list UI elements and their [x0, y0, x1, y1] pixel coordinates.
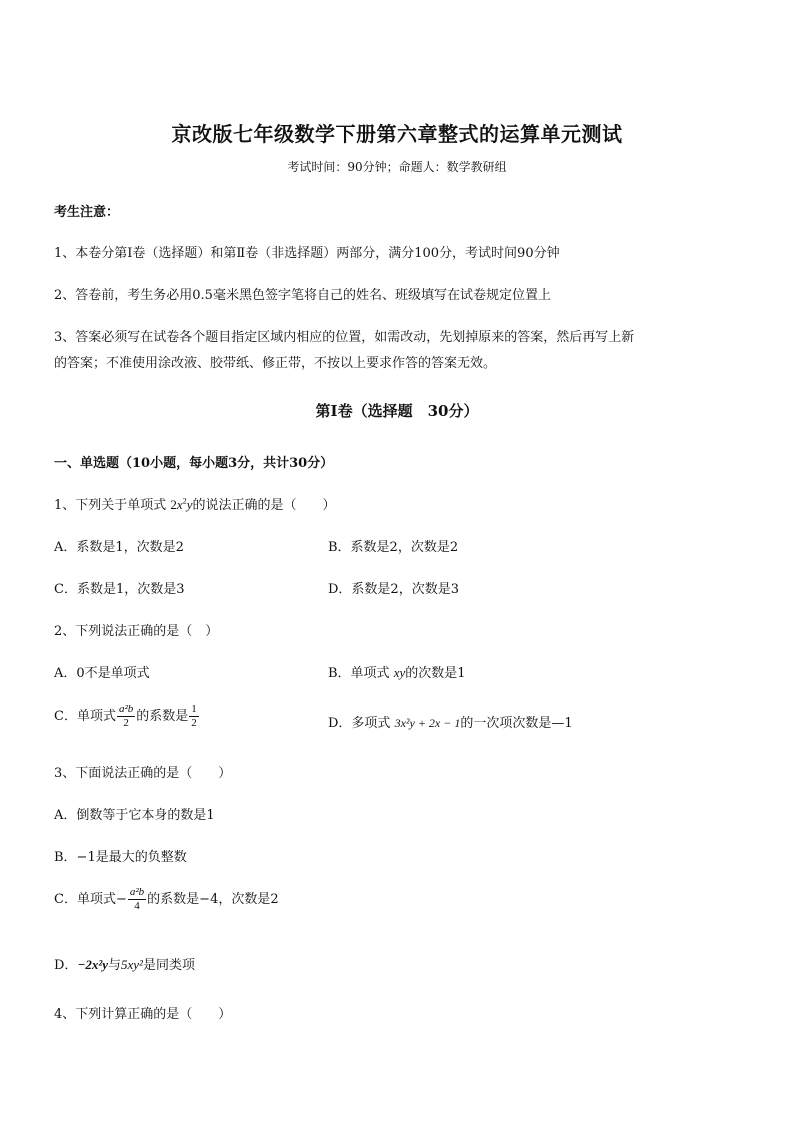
q3-option-c-post: 的系数是−4，次数是2 [147, 892, 279, 907]
q3-c-frac-num: a²b [129, 886, 145, 898]
q3-option-c-sign: − [115, 892, 127, 907]
q1-option-b: B．系数是2，次数是2 [328, 540, 459, 555]
q1-option-c: C．系数是1，次数是3 [54, 582, 185, 597]
q2-option-c-fraction [117, 704, 135, 729]
question-3-stem: 3、下面说法正确的是（ ） [54, 766, 232, 781]
q3-option-c-pre: C．单项式 [54, 892, 116, 907]
q1-stem-post: 的说法正确的是（ ） [192, 498, 336, 513]
q1-stem-pre: 1、下列关于单项式 [54, 498, 167, 513]
q1-expression [170, 497, 192, 512]
q3-option-d-mid: 与 [107, 958, 121, 973]
q2-option-b [328, 662, 466, 681]
page-title: 京改版七年级数学下册第六章整式的运算单元测试 [171, 122, 623, 146]
q3-option-c-fraction [128, 887, 146, 912]
q1-expr-var1: x [176, 497, 183, 512]
q1-option-d: D．系数是2，次数是3 [328, 582, 459, 597]
q1-expr-coef: 2 [170, 497, 177, 512]
q2-option-b-pre: B．单项式 [328, 666, 390, 681]
question-2-stem: 2、下列说法正确的是（ ） [54, 624, 219, 639]
notice-item-1: 1、本卷分第Ⅰ卷（选择题）和第Ⅱ卷（非选择题）两部分，满分100分，考试时间90分钟 [54, 246, 560, 261]
q3-option-d-post: 是同类项 [142, 958, 195, 973]
q1-option-a: A．系数是1，次数是2 [54, 540, 184, 555]
q2-option-c-pre: C．单项式 [54, 709, 116, 724]
notice-item-3: 3、答案必须写在试卷各个题目指定区域内相应的位置，如需改动，先划掉原来的答案，然后再写上新 [54, 330, 635, 345]
q2-option-d-expr: 3x²y + 2x − 1 [394, 716, 461, 730]
notice-item-3-cont: 的答案；不准使用涂改液、胶带纸、修正带，不按以上要求作答的答案无效。 [54, 356, 497, 371]
q2-option-b-post: 的次数是1 [405, 666, 466, 681]
q2-c-coef-den: 2 [191, 717, 197, 729]
q3-option-d-expr2: 5xy² [121, 957, 143, 972]
q2-option-d-pre: D．多项式 [328, 716, 391, 731]
q3-option-d-expr1: −2x²y [77, 957, 108, 972]
q2-c-frac-num: a²b [118, 703, 134, 715]
notice-heading: 考生注意： [54, 205, 120, 220]
q2-option-c [54, 704, 200, 729]
q1-expr-exp: 2 [182, 496, 187, 506]
q2-option-d [328, 712, 573, 731]
q2-option-d-post: 的一次项次数是—1 [460, 716, 573, 731]
question-4-stem: 4、下列计算正确的是（ ） [54, 1007, 232, 1022]
question-1-stem [54, 494, 336, 513]
part1-title: 第Ⅰ卷（选择题 30分） [315, 402, 479, 420]
q3-option-d-pre: D． [54, 958, 78, 973]
q2-option-a: A．0不是单项式 [54, 666, 150, 681]
q2-option-b-expr: xy [393, 665, 406, 680]
q2-option-c-coef-fraction [189, 704, 199, 729]
notice-item-2: 2、答卷前，考生务必用0.5毫米黑色签字笔将自己的姓名、班级填写在试卷规定位置上 [54, 288, 551, 303]
q2-option-c-mid: 的系数是 [136, 709, 189, 724]
q2-c-coef-num: 1 [191, 703, 197, 715]
q3-c-frac-den: 4 [134, 900, 140, 912]
q1-expr-var2: y [186, 497, 193, 512]
page-subtitle: 考试时间：90分钟；命题人：数学教研组 [287, 160, 507, 174]
q3-option-c [54, 887, 279, 912]
q2-c-frac-den: 2 [123, 717, 129, 729]
q3-option-b: B．−1是最大的负整数 [54, 850, 187, 865]
section-title: 一、单选题（10小题，每小题3分，共计30分） [54, 456, 334, 471]
q3-option-d [54, 954, 195, 973]
q3-option-a: A．倒数等于它本身的数是1 [54, 808, 215, 823]
